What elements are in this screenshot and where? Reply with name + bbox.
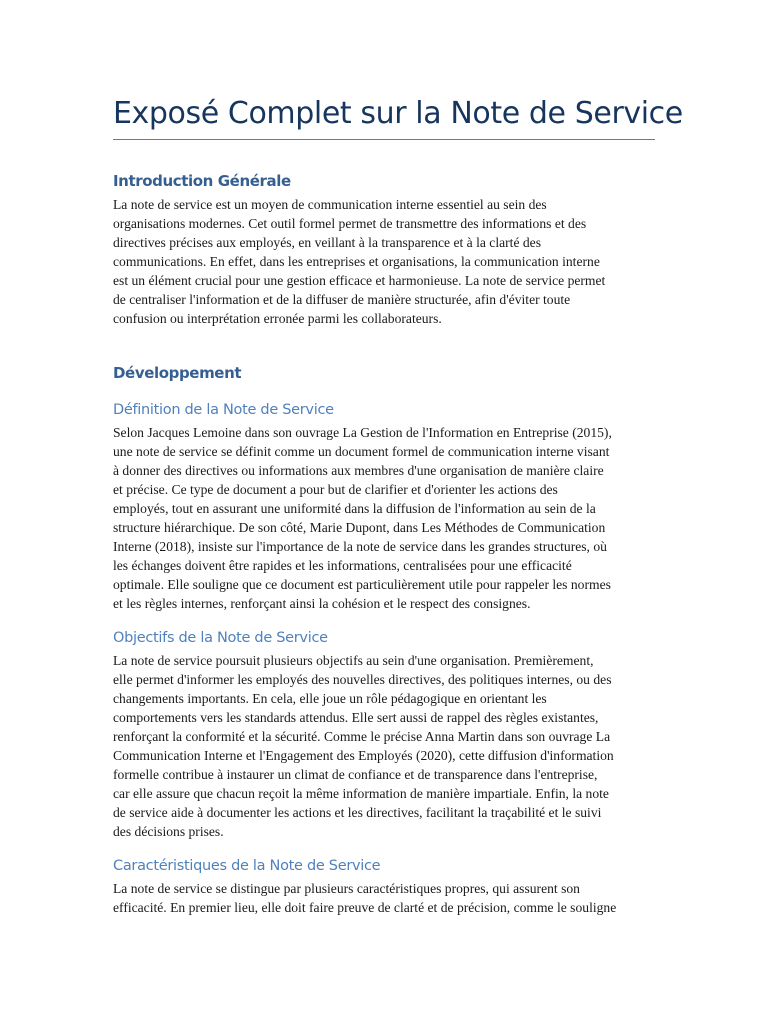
objectives-paragraph [113, 651, 658, 841]
definition-paragraph [113, 423, 658, 613]
paragraph-line: Interne (2018), insiste sur l'importance de la note de service dans les grandes structures, où [113, 539, 607, 554]
paragraph-line: renforçant la conformité et la sécurité. Comme le précise Anna Martin dans son ouvrage La [113, 729, 611, 744]
title-underline [113, 139, 655, 140]
paragraph-line: et les règles internes, renforçant ainsi la cohésion et le respect des consignes. [113, 596, 531, 611]
paragraph-line: formelle contribue à instaurer un climat de confiance et de transparence dans l'entreprise, [113, 767, 598, 782]
paragraph-line: une note de service se définit comme un document formel de communication interne visant [113, 444, 610, 459]
paragraph-line: des décisions prises. [113, 824, 224, 839]
paragraph-line: car elle assure que chacun reçoit la même information de manière impartiale. Enfin, la note [113, 786, 609, 801]
paragraph-line: confusion ou interprétation erronée parmi les collaborateurs. [113, 311, 442, 326]
paragraph-line: changements importants. En cela, elle joue un rôle pédagogique en orientant les [113, 691, 547, 706]
paragraph-line: de centraliser l'information et de la diffuser de manière structurée, afin d'éviter toute [113, 292, 571, 307]
paragraph-line: et précise. Ce type de document a pour but de clarifier et d'orienter les actions des [113, 482, 558, 497]
paragraph-line: optimale. Elle souligne que ce document est particulièrement utile pour rappeler les normes [113, 577, 611, 592]
objectives-heading: Objectifs de la Note de Service [113, 630, 328, 646]
paragraph-line: est un élément crucial pour une gestion efficace et harmonieuse. La note de service permet [113, 273, 606, 288]
paragraph-line: Communication Interne et l'Engagement des Employés (2020), cette diffusion d'information [113, 748, 614, 763]
paragraph-line: directives précises aux employés, en veillant à la transparence et à la clarté des [113, 235, 542, 250]
paragraph-line: employés, tout en assurant une uniformité dans la diffusion de l'information au sein de la [113, 501, 596, 516]
paragraph-line: elle permet d'informer les employés des nouvelles directives, des politiques internes, ou des [113, 672, 612, 687]
definition-heading: Définition de la Note de Service [113, 402, 334, 418]
paragraph-line: structure hiérarchique. De son côté, Marie Dupont, dans Les Méthodes de Communication [113, 520, 606, 535]
paragraph-line: Selon Jacques Lemoine dans son ouvrage La Gestion de l'Information en Entreprise (2015), [113, 425, 612, 440]
paragraph-line: efficacité. En premier lieu, elle doit faire preuve de clarté et de précision, comme le souligne [113, 900, 617, 915]
characteristics-heading: Caractéristiques de la Note de Service [113, 858, 381, 874]
paragraph-line: organisations modernes. Cet outil formel permet de transmettre des informations et des [113, 216, 587, 231]
characteristics-paragraph [113, 879, 658, 917]
paragraph-line: à donner des directives ou informations aux membres d'une organisation de manière claire [113, 463, 604, 478]
document-title: Exposé Complet sur la Note de Service [113, 96, 683, 131]
intro-paragraph [113, 195, 658, 328]
paragraph-line: les échanges doivent être rapides et les informations, centralisées pour une efficacité [113, 558, 572, 573]
paragraph-line: communications. En effet, dans les entreprises et organisations, la communication interne [113, 254, 600, 269]
paragraph-line: comportements vers les standards attendus. Elle sert aussi de rappel des règles existantes, [113, 710, 599, 725]
development-heading: Développement [113, 364, 242, 382]
intro-heading: Introduction Générale [113, 172, 291, 190]
paragraph-line: La note de service se distingue par plusieurs caractéristiques propres, qui assurent son [113, 881, 580, 896]
paragraph-line: La note de service est un moyen de communication interne essentiel au sein des [113, 197, 547, 212]
paragraph-line: La note de service poursuit plusieurs objectifs au sein d'une organisation. Premièrement, [113, 653, 594, 668]
paragraph-line: de service aide à documenter les actions et les directives, facilitant la traçabilité et le suivi [113, 805, 602, 820]
